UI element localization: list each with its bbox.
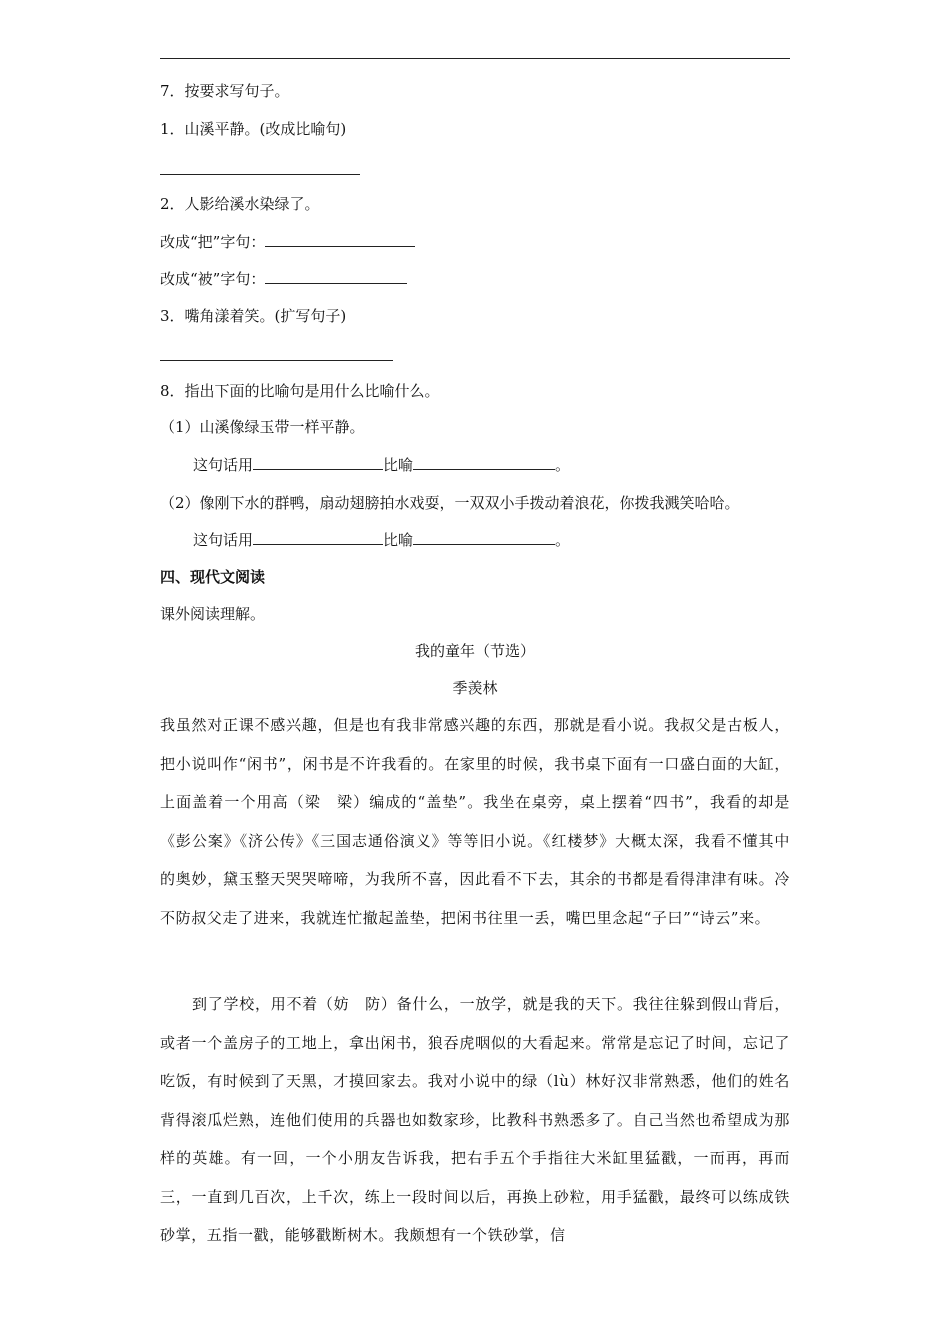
article-paragraph-2: 到了学校，用不着（妨 防）备什么，一放学，就是我的天下。我往往躲到假山背后，或者一个盖房子的工地上，拿出闲书，狼吞虎咽似的大看起来。常常是忘记了时间，忘记了吃饭，有时候到了天黑，才摸回家去。我对小说中的绿（lù）林好汉非常熟悉，他们的姓名背得滚瓜烂熟，连他们使用的兵器也如数家珍，比教科书熟悉多了。自己当然也希望成为那样的英雄。有一回，一个小朋友告诉我，把右手五个手指往大米缸里猛戳，一而再，再而三，一直到几百次，上千次，练上一段时间以后，再换上砂粒，用手猛戳，最终可以练成铁砂掌，五指一戳，能够戳断树木。我颇想有一个铁砂掌，信 [160,995,790,1244]
answer-blank-8-2b[interactable] [413,528,555,545]
question-8-item-1-answer [193,453,570,476]
question-7-title: 7．按要求写句子。 [160,82,290,100]
section-intro: 课外阅读理解。 [160,605,266,623]
answer-end: 。 [555,456,571,474]
answer-blank-7-2b[interactable] [265,267,407,284]
ba-sentence-label: 改成“把”字句： [160,233,266,251]
answer-blank-8-1b[interactable] [413,453,555,470]
answer-mid: 比喻 [383,456,414,474]
answer-blank-7-1[interactable] [160,174,360,175]
answer-mid: 比喻 [383,531,414,549]
question-8-title: 8．指出下面的比喻句是用什么比喻什么。 [160,382,440,400]
article-author: 季羡林 [452,679,498,697]
question-7-item-2a [160,230,415,253]
question-7-item-2: 2．人影给溪水染绿了。 [160,195,320,213]
top-rule [160,58,790,59]
section-heading: 四、现代文阅读 [160,568,266,586]
answer-blank-7-3[interactable] [160,360,393,361]
question-7-item-3: 3．嘴角漾着笑。(扩写句子) [160,307,347,325]
question-7-item-1: 1．山溪平静。(改成比喻句) [160,120,347,138]
question-8-item-1: （1）山溪像绿玉带一样平静。 [160,418,365,436]
answer-blank-8-1a[interactable] [253,453,383,470]
question-8-item-2-answer [193,528,570,551]
answer-end: 。 [555,531,571,549]
answer-prefix: 这句话用 [193,531,254,549]
question-7-item-2b [160,267,407,290]
answer-prefix: 这句话用 [193,456,254,474]
answer-blank-7-2a[interactable] [265,230,415,247]
article-paragraph-1: 我虽然对正课不感兴趣，但是也有我非常感兴趣的东西，那就是看小说。我叔父是古板人，把小说叫作“闲书”，闲书是不许我看的。在家里的时候，我书桌下面有一口盛白面的大缸，上面盖着一个用高（梁 梁）编成的“盖垫”。我坐在桌旁，桌上摆着“四书”，我看的却是《彭公案》《济公传》《三国志通俗演义》等等旧小说。《红楼梦》大概太深，我看不懂其中的奥妙，黛玉整天哭哭啼啼，为我所不喜，因此看不下去，其余的书都是看得津津有味。冷不防叔父走了进来，我就连忙撤起盖垫，把闲书往里一丢，嘴巴里念起“子曰”“诗云”来。 [160,716,790,927]
answer-blank-8-2a[interactable] [253,528,383,545]
article-title: 我的童年（节选） [414,642,535,660]
question-8-item-2: （2）像刚下水的群鸭，扇动翅膀拍水戏耍，一双双小手拨动着浪花，你拨我溅笑哈哈。 [160,494,740,512]
bei-sentence-label: 改成“被”字句： [160,270,266,288]
